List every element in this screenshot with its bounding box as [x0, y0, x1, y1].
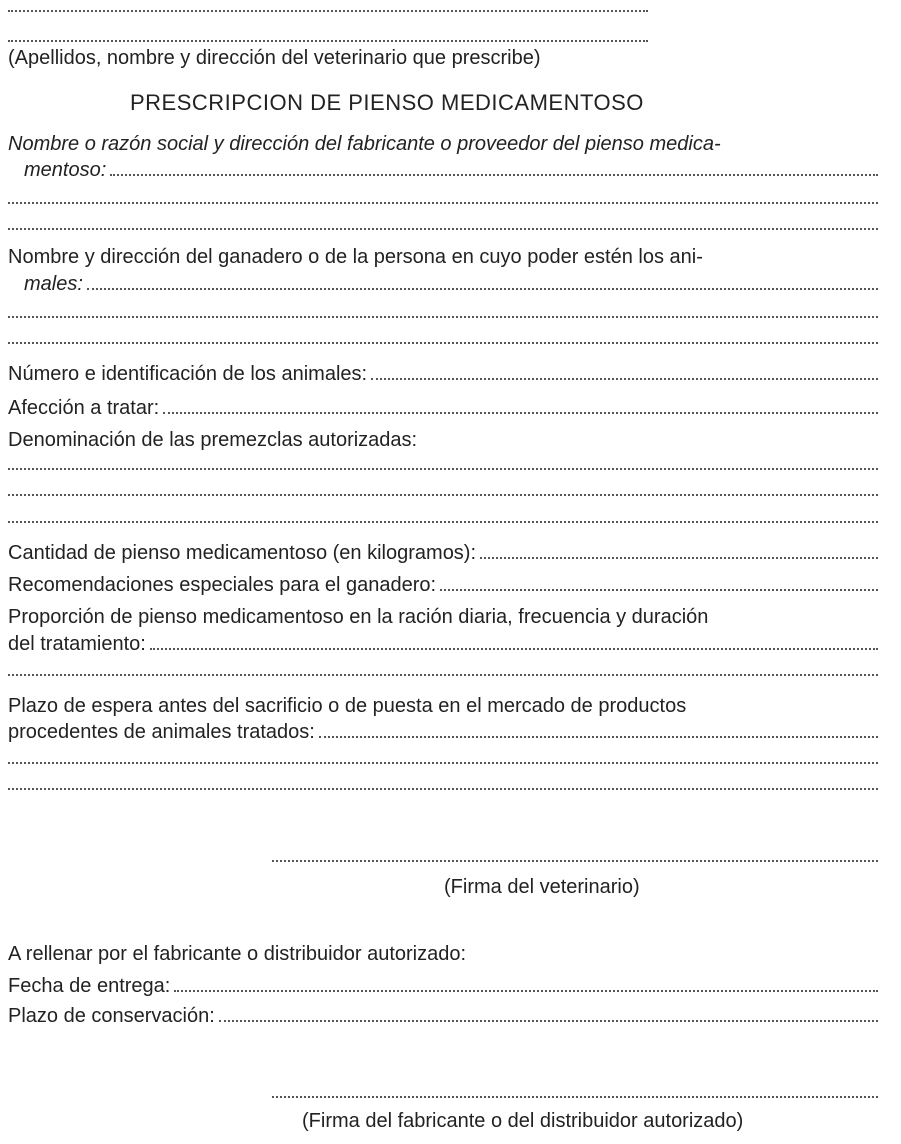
form-title: PRESCRIPCION DE PIENSO MEDICAMENTOSO: [130, 90, 644, 115]
withdrawal-field-line-2[interactable]: [8, 746, 878, 770]
withdrawal-label: Plazo de espera antes del sacrificio o de puesta en el mercado de productos: [8, 695, 687, 717]
premixes-field-line-2[interactable]: [8, 478, 878, 502]
quantity-label: Cantidad de pienso medicamentoso (en kilogramos):: [8, 542, 477, 564]
vet-signature-line[interactable]: [272, 860, 878, 862]
farmer-label-cont: males:: [24, 273, 83, 295]
condition-field[interactable]: [8, 396, 878, 420]
premixes-label: Denominación de las premezclas autorizadas:: [8, 429, 418, 451]
withdrawal-label-cont: procedentes de animales tratados:: [8, 721, 315, 743]
shelf-life-label: Plazo de conservación:: [8, 1005, 215, 1027]
shelf-life-field[interactable]: [8, 1004, 878, 1028]
premixes-field-line-1[interactable]: [8, 452, 878, 476]
farmer-field-line-1[interactable]: [8, 272, 878, 296]
animals-field[interactable]: [8, 362, 878, 386]
vet-info-line-2[interactable]: [8, 24, 878, 48]
animals-label: Número e identificación de los animales:: [8, 363, 368, 385]
manufacturer-label: Nombre o razón social y dirección del fabricante o proveedor del pienso medica-: [8, 133, 721, 155]
manufacturer-field-line-3[interactable]: [8, 212, 878, 236]
recommendations-field[interactable]: [8, 573, 878, 597]
manufacturer-field-line-1[interactable]: [8, 158, 878, 182]
vet-signature-caption: (Firma del veterinario): [444, 876, 640, 898]
condition-label: Afección a tratar:: [8, 397, 160, 419]
delivery-date-label: Fecha de entrega:: [8, 975, 171, 997]
premixes-field-line-3[interactable]: [8, 505, 878, 529]
farmer-field-line-2[interactable]: [8, 300, 878, 324]
farmer-field-line-3[interactable]: [8, 326, 878, 350]
distributor-heading: A rellenar por el fabricante o distribuidor autorizado:: [8, 943, 467, 965]
proportion-field-line-2[interactable]: [8, 658, 878, 682]
farmer-label: Nombre y dirección del ganadero o de la persona en cuyo poder estén los ani-: [8, 246, 703, 268]
quantity-field[interactable]: [8, 541, 878, 565]
distributor-signature-line[interactable]: [272, 1096, 878, 1098]
withdrawal-field-line-1[interactable]: [8, 720, 878, 744]
manufacturer-label-cont: mentoso:: [24, 159, 107, 181]
proportion-label: Proporción de pienso medicamentoso en la ración diaria, frecuencia y duración: [8, 606, 709, 628]
proportion-field-line-1[interactable]: [8, 632, 878, 656]
distributor-signature-caption: (Firma del fabricante o del distribuidor autorizado): [302, 1110, 744, 1132]
delivery-date-field[interactable]: [8, 974, 878, 998]
manufacturer-field-line-2[interactable]: [8, 186, 878, 210]
vet-caption: (Apellidos, nombre y dirección del veterinario que prescribe): [8, 47, 541, 69]
recommendations-label: Recomendaciones especiales para el ganadero:: [8, 574, 437, 596]
proportion-label-cont: del tratamiento:: [8, 633, 146, 655]
vet-info-line-1[interactable]: [8, 0, 878, 18]
withdrawal-field-line-3[interactable]: [8, 772, 878, 796]
